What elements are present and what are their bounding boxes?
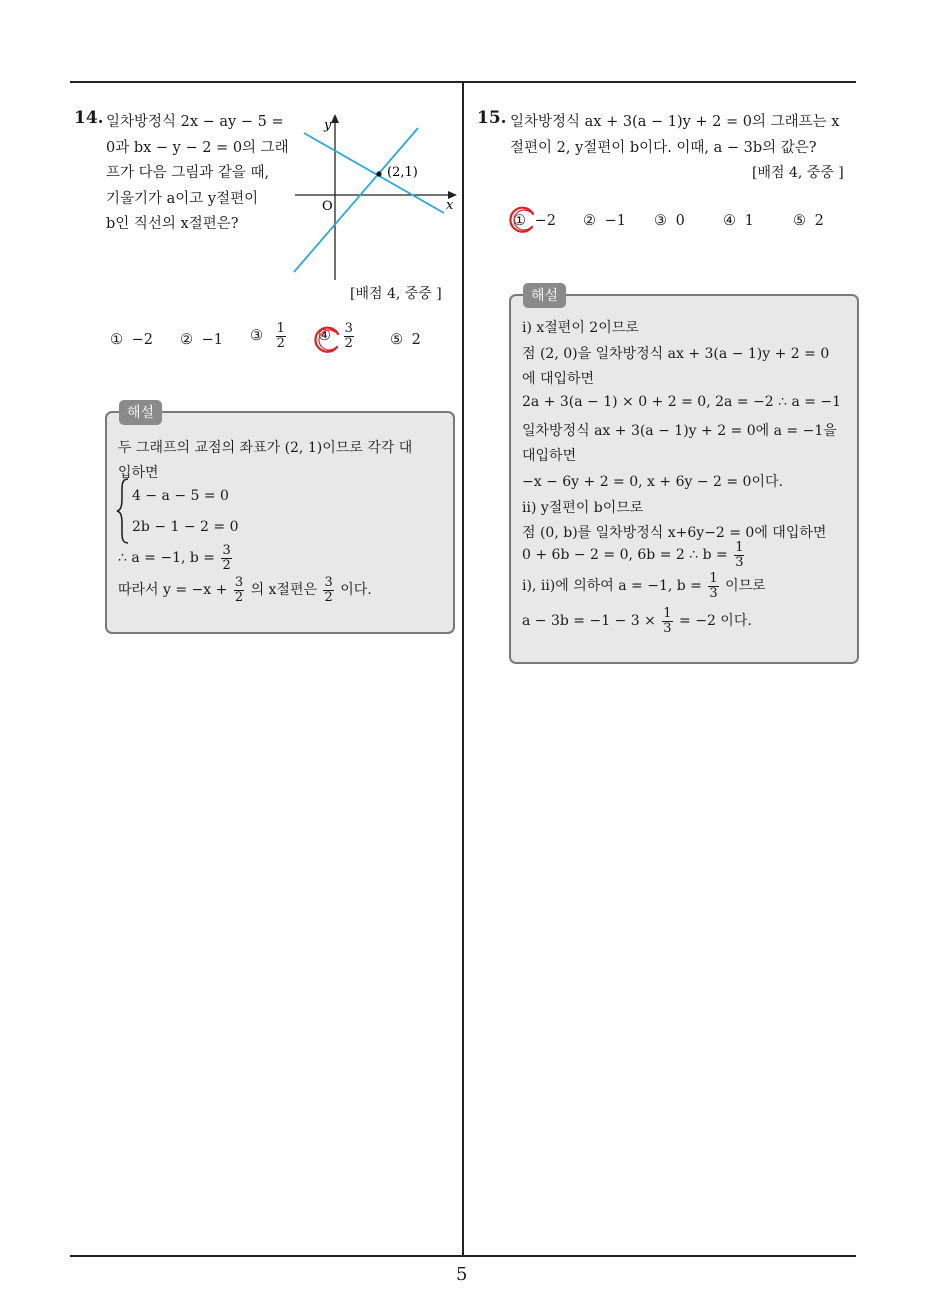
q15-solution-line: 2a + 3(a − 1) × 0 + 2 = 0, 2a = −2 ∴ a = −1 xyxy=(522,394,842,410)
q15-text-line: 일차방정식 ax + 3(a − 1)y + 2 = 0의 그래프는 x xyxy=(510,114,840,130)
q14-text-line: 일차방정식 2x − ay − 5 = xyxy=(106,114,284,130)
q14-solution-line: 두 그래프의 교점의 좌표가 (2, 1)이므로 각각 대 xyxy=(118,440,413,456)
intersection-point xyxy=(376,171,381,176)
q14-equation-1: 4 − a − 5 = 0 xyxy=(132,488,229,504)
q14-choice-1[interactable] xyxy=(110,332,153,348)
choice-mark: ⑤ xyxy=(390,332,403,348)
choice-value-fraction: $\frac{1}{2}$ xyxy=(276,321,285,351)
q14-text-line: 프가 다음 그림과 같을 때, xyxy=(106,165,270,181)
q14-choice-2[interactable] xyxy=(180,332,223,348)
choice-value: 2 xyxy=(814,213,824,229)
q15-solution-tag: 해설 xyxy=(523,283,566,308)
q15-choice-3[interactable] xyxy=(654,213,685,229)
q14-choice-5[interactable] xyxy=(390,332,421,348)
q14-equation-2: 2b − 1 − 2 = 0 xyxy=(132,519,239,535)
q15-solution-line: 점 (0, b)를 일차방정식 x+6y−2 = 0에 대입하면 xyxy=(522,525,827,541)
q15-solution-line: ⅰ), ⅱ)에 의하여 a = −1, b = $\frac{1}{3}$ 이므로 xyxy=(522,571,766,601)
q14-solution-tag: 해설 xyxy=(119,400,162,425)
q15-solution-line: 에 대입하면 xyxy=(522,371,595,387)
choice-value-fraction: $\frac{3}{2}$ xyxy=(344,321,353,351)
y-axis-arrow-icon xyxy=(331,114,339,123)
choice-mark: ① xyxy=(110,332,123,348)
q15-choice-2[interactable] xyxy=(583,213,626,229)
choice-value: 1 xyxy=(744,213,754,229)
q15-solution-line: a − 3b = −1 − 3 × $\frac{1}{3}$ = −2 이다. xyxy=(522,606,752,636)
q15-solution-line: ⅰ) x절편이 2이므로 xyxy=(522,320,639,336)
choice-value: 2 xyxy=(411,332,421,348)
choice-mark: ④ xyxy=(318,328,331,345)
q15-text-line: 절편이 2, y절편이 b이다. 이때, a − 3b의 값은? xyxy=(510,140,817,156)
q14-text-line: 0과 bx − y − 2 = 0의 그래 xyxy=(106,140,289,156)
q15-solution-line: 0 + 6b − 2 = 0, 6b = 2 ∴ b = $\frac{1}{3}$ xyxy=(522,540,744,570)
q14-graph xyxy=(290,110,460,282)
page-number: 5 xyxy=(456,1264,468,1285)
choice-value: 0 xyxy=(675,213,685,229)
graph-line-1 xyxy=(294,128,418,272)
choice-value: −2 xyxy=(131,332,153,348)
q15-solution-line: 점 (2, 0)을 일차방정식 ax + 3(a − 1)y + 2 = 0 xyxy=(522,346,830,362)
point-label: (2,1) xyxy=(387,165,418,180)
origin-label: O xyxy=(322,199,333,214)
q15-score: [배점 4, 중중 ] xyxy=(752,165,844,181)
q14-text-line: b인 직선의 x절편은? xyxy=(106,216,239,232)
choice-mark: ② xyxy=(583,213,596,229)
q15-choice-4[interactable] xyxy=(723,213,754,229)
choice-mark: ① xyxy=(513,213,526,229)
q14-solution-line: 입하면 xyxy=(118,465,159,481)
q15-number: 15. xyxy=(477,108,507,128)
q14-choice-3[interactable] xyxy=(250,322,288,350)
bottom-rule xyxy=(70,1255,856,1257)
brace-icon xyxy=(116,478,130,544)
choice-mark: ④ xyxy=(723,213,736,229)
q15-solution-line: 일차방정식 ax + 3(a − 1)y + 2 = 0에 a = −1을 xyxy=(522,423,837,439)
choice-value: −1 xyxy=(604,213,626,229)
q14-text-line: 기울기가 a이고 y절편이 xyxy=(106,191,259,207)
selected-answer-circle-icon xyxy=(311,325,341,355)
q15-solution-line: −x − 6y + 2 = 0, x + 6y − 2 = 0이다. xyxy=(522,474,783,490)
x-axis-label: x xyxy=(446,198,454,213)
q14-solution-result: ∴ a = −1, b = $\frac{3}{2}$ xyxy=(118,543,231,573)
y-axis-label: y xyxy=(324,118,332,133)
choice-mark: ② xyxy=(180,332,193,348)
q15-solution-line: ⅱ) y절편이 b이므로 xyxy=(522,500,644,516)
choice-mark: ⑤ xyxy=(793,213,806,229)
q15-choice-5[interactable] xyxy=(793,213,824,229)
q14-solution-final: 따라서 y = −x + $\frac{3}{2}$ 의 x절편은 $\frac{3}{2}$ 이다. xyxy=(118,575,372,605)
choice-mark: ③ xyxy=(654,213,667,229)
choice-mark: ③ xyxy=(250,328,263,345)
choice-value: −1 xyxy=(201,332,223,348)
q14-score: [배점 4, 중중 ] xyxy=(350,286,442,302)
q15-solution-line: 대입하면 xyxy=(522,448,577,464)
q14-number: 14. xyxy=(74,108,104,128)
column-divider xyxy=(462,82,464,1257)
choice-value: −2 xyxy=(534,213,556,229)
selected-answer-circle-icon xyxy=(506,205,536,235)
